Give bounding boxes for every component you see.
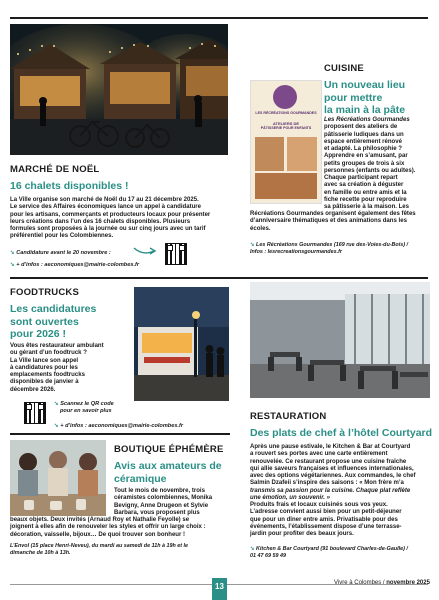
boutique-line: Tout le mois de novembre, trois: [114, 488, 205, 494]
arrow-icon: ➘: [10, 262, 15, 268]
resto-line: Produits frais et locaux cuisinés sous vos yeux.: [250, 502, 388, 508]
page-number: 13: [215, 582, 224, 591]
christmas-market-illustration: [10, 24, 228, 155]
food-line: ou gérant d’un foodtruck ?: [10, 350, 87, 357]
boutique-line: beaux objets. Deux invités (Arnaud Roy et Nathalie Feyolle) se: [10, 517, 190, 523]
christmas-market-photo: [10, 24, 228, 155]
resto-line: qui allie saveurs françaises et influences internationales,: [250, 465, 414, 472]
poster-sub-2: PÂTISSERIE POUR ENFANTS: [260, 126, 312, 130]
marche-infos: [10, 262, 139, 269]
resto-line: que pour un dîner entre amis. Privatisable pour des: [250, 516, 398, 523]
marche-line: leurs créations dans l’un des 16 chalets disponibles. Plusieurs: [10, 218, 191, 225]
ceramics-photo: [10, 440, 106, 516]
boutique-line: Bevigny, Anne Drugeon et Sylvie: [114, 502, 209, 509]
marche-line: pour les artisans, commerçants et producteurs locaux pour présenter: [10, 211, 211, 218]
boutique-info-line: L’Envol (15 place Henri-Neveu), du mardi au samedi de 11h à 19h et le: [10, 543, 189, 549]
ceramics-illustration: [10, 440, 106, 516]
poster-logo: [273, 85, 297, 109]
food-line: emplacements foodtrucks: [10, 372, 85, 378]
resto-line: Salmin Dzafeii s’inspire des saisons : « Mon frère m’a: [250, 480, 404, 487]
resto-line: L’adresse convient aussi bien pour un petit-déjeuner: [250, 509, 402, 516]
resto-line: Après une pause estivale, le Kitchen & Bar at Courtyard: [250, 444, 411, 450]
cuisine-title-line: Un nouveau lieu: [324, 79, 406, 91]
food-infos-text[interactable]: + d’infos : aeconomiques@mairie-colombes.fr: [60, 423, 184, 429]
marche-kicker: MARCHÉ DE NOËL: [10, 164, 100, 175]
food-qr-code[interactable]: [24, 402, 46, 424]
cuisine-info-line[interactable]: Infos : lesrecreationsgourmandes.fr: [250, 249, 342, 255]
boutique-line: Barbara, vous proposent plus: [114, 509, 200, 516]
resto-line: jardin pour profiter des beaux jours.: [250, 531, 354, 537]
food-title-line: sont ouvertes: [10, 315, 79, 328]
cuisine-info-line: [250, 242, 408, 249]
cuisine-title: [324, 79, 405, 117]
cuisine-line: d’anniversaire thématiques et des animations dans les: [250, 218, 407, 225]
page-number-box: [212, 578, 227, 600]
resto-title: Des plats de chef à l’hôtel Courtyard: [250, 427, 433, 439]
food-line: disponibles de janvier à: [10, 379, 79, 386]
cuisine-title-line: la main à la pâte: [324, 104, 406, 116]
food-title-line: pour 2026 !: [10, 328, 67, 340]
boutique-title-line: Avis aux amateurs de: [114, 460, 222, 472]
boutique-info-line: dimanche de 10h à 13h.: [10, 550, 71, 556]
boutique-text-right: [114, 488, 236, 517]
cuisine-line: et adapté. La philosophie ?: [324, 146, 402, 152]
boutique-title: [114, 460, 222, 485]
food-line: La Ville lance son appel: [10, 357, 79, 364]
boutique-text-full: [10, 517, 236, 539]
arrow-icon: ➘: [54, 401, 59, 407]
poster-photo-left: [255, 137, 284, 171]
resto-info-line: 01 47 69 59 49: [250, 553, 286, 559]
cuisine-line: espace entièrement rénové: [324, 138, 402, 145]
poster-sub-1: ATELIERS DE: [272, 121, 300, 126]
marche-line: préférentiel pour les Colombiennes.: [10, 233, 114, 240]
food-title: [10, 303, 96, 341]
cuisine-line: avec sa création à déguster: [324, 182, 404, 189]
cuisine-text-full: [250, 211, 430, 233]
cuisine-line: Les Récréations Gourmandes: [324, 117, 410, 123]
food-line: décembre 2026.: [10, 386, 56, 393]
cuisine-line: écoles.: [250, 225, 271, 232]
boutique-line: décoration, vaisselle, bijoux… De quoi trouver son bonheur !: [10, 531, 186, 538]
cuisine-line: pâtisserie ludiques dans un: [324, 131, 404, 138]
middle-rule: [10, 277, 428, 279]
foodtruck-illustration: [134, 287, 229, 401]
poster-brand: LES RÉCRÉATIONS GOURMANDES: [255, 111, 317, 115]
food-line: Vous êtes restaurateur ambulant: [10, 343, 104, 349]
marche-candidature-text: Candidature avant le 20 novembre :: [16, 250, 111, 256]
poster-photo-bottom: [255, 173, 317, 199]
resto-infos: [250, 546, 408, 560]
cuisine-line: sa pâtisserie à la maison. Les: [324, 204, 410, 210]
footer-issue: novembre 2025: [386, 580, 430, 586]
arrow-icon: ➘: [10, 250, 15, 256]
marche-title: 16 chalets disponibles !: [10, 180, 129, 192]
food-rule: [10, 433, 230, 435]
cuisine-info-text: Les Récréations Gourmandes (169 rue des-Voies-du-Bois) /: [256, 242, 409, 248]
cuisine-poster: [250, 80, 322, 204]
resto-line: avec des options végétariennes. Aux commandes, le chef: [250, 473, 416, 479]
marche-text: [10, 197, 232, 241]
restaurant-photo: [250, 282, 430, 398]
cuisine-line: Apprendre en s’amusant, par: [324, 153, 408, 160]
foodtruck-photo: [134, 287, 229, 401]
arrow-icon: ➘: [250, 546, 255, 552]
boutique-kicker: BOUTIQUE ÉPHÉMÈRE: [114, 444, 224, 455]
food-text: [10, 343, 132, 394]
cuisine-line: personnes (enfants ou adultes).: [324, 167, 416, 174]
resto-kicker: RESTAURATION: [250, 411, 327, 422]
food-qr-text-1: Scannez le QR code: [60, 401, 114, 407]
food-qr-caption: [54, 401, 114, 415]
marche-line: Le service des Affaires économiques lance un appel à candidature: [10, 204, 201, 211]
cuisine-line: en famille ou entre amis et la: [324, 189, 407, 196]
boutique-line: joignent à elles afin de renouveler les styles et offrir un large choix :: [10, 524, 206, 531]
footer-magazine-name: Vivre à Colombes /: [334, 580, 385, 586]
cuisine-line: fiche recette pour reproduire: [324, 196, 407, 203]
poster-photo-right: [287, 137, 317, 171]
cuisine-line: Chaque participant repart: [324, 175, 398, 181]
boutique-infos: [10, 543, 188, 557]
marche-line: formules sont proposées à la journée ou sur cinq jours avec un tarif: [10, 226, 206, 232]
marche-candidature: [10, 250, 111, 257]
curved-arrow-icon: [133, 245, 157, 257]
marche-line: La Ville organise son marché de Noël du 17 au 21 décembre 2025.: [10, 197, 199, 203]
footer-magazine: [334, 580, 430, 586]
food-kicker: FOODTRUCKS: [10, 287, 80, 298]
resto-text: [250, 444, 432, 538]
resto-info-line: [250, 546, 408, 553]
arrow-icon: ➘: [250, 242, 255, 248]
boutique-line: céramistes colombiennes, Monika: [114, 495, 213, 502]
marche-infos-text[interactable]: + d’infos : aeconomiques@mairie-colombes.fr: [16, 262, 140, 268]
food-infos: [54, 423, 183, 430]
arrow-icon: ➘: [54, 423, 59, 429]
cuisine-line: petits groupes de trois à six: [324, 160, 405, 167]
resto-line: renouvelée. Ce restaurant propose une cuisine fraîche: [250, 458, 407, 465]
cuisine-text: [324, 117, 430, 211]
boutique-title-line: céramique: [114, 472, 167, 485]
food-line: à candidatures pour les: [10, 364, 78, 371]
marche-qr-code[interactable]: [165, 243, 187, 265]
food-qr-line: pour en savoir plus: [60, 408, 112, 414]
top-rule: [10, 17, 428, 19]
cuisine-kicker: CUISINE: [324, 63, 364, 74]
resto-line: transmis sa passion pour la cuisine. Chaque plat reflète: [250, 487, 411, 494]
restaurant-illustration: [250, 282, 430, 398]
resto-info-text: Kitchen & Bar Courtyard (91 boulevard Charles-de-Gaulle) /: [256, 546, 408, 552]
cuisine-title-line: pour mettre: [324, 91, 383, 104]
food-title-line: Les candidatures: [10, 303, 97, 315]
cuisine-infos: [250, 242, 408, 256]
cuisine-line: Récréations Gourmandes organisent également des fêtes: [250, 211, 416, 217]
resto-line: une émotion, un souvenir. »: [250, 494, 330, 501]
resto-line: événements, l’établissement dispose d’une terrasse-: [250, 523, 402, 530]
cuisine-line: proposent des ateliers de: [324, 124, 398, 131]
resto-line: a rouvert ses portes avec une carte entièrement: [250, 451, 388, 458]
food-qr-line: [54, 401, 114, 408]
arrow-to-qr-icon: [133, 244, 157, 256]
